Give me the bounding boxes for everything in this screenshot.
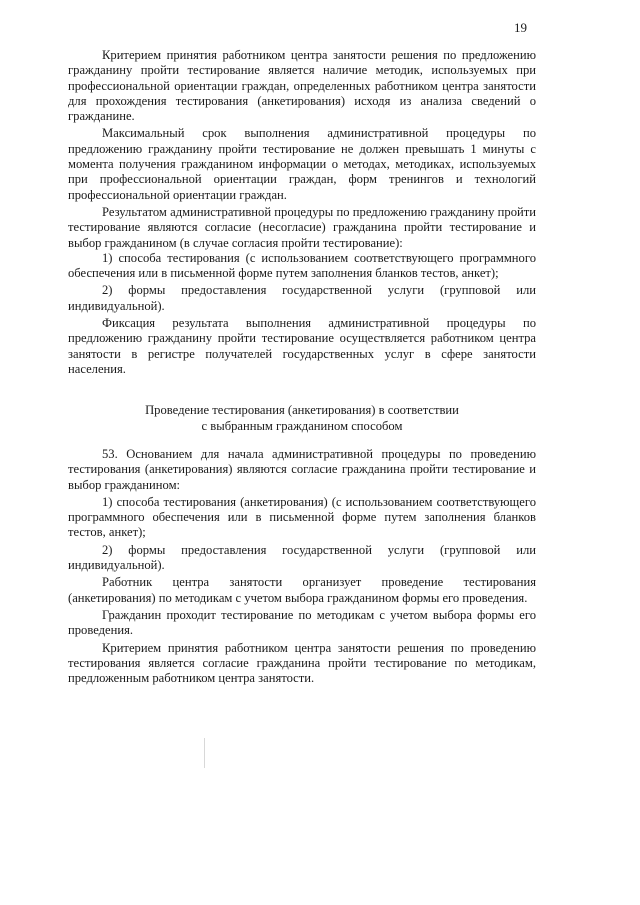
procedure-text-block-2 [68,447,536,686]
procedure-text-block-1 [68,48,536,377]
list-item-service-form: 2) формы предоставления государственной услуги (групповой или индивидуальной). [68,542,536,573]
paragraph-result-recording: Фиксация результата выполнения административной процедуры по предложению гражданину пройти тестирование осуществляется работником центра занятости в регистре получателей государственных услуг в сфере занятости населения. [68,316,536,376]
list-item-testing-method: 1) способа тестирования (с использованием соответствующего программного обеспечения или в письменной форме путем заполнения бланков тестов, анкет); [68,250,536,281]
section-heading [68,402,536,434]
list-item-service-form: 2) формы предоставления государственной услуги (групповой или индивидуальной). [68,283,536,313]
section-heading-line-2: с выбранным гражданином способом [201,419,403,433]
paragraph-max-duration: Максимальный срок выполнения административной процедуры по предложению гражданину пройти тестирование не должен превышать 1 минуты с момента получения гражданином информации о методах, методиках, используемых при профессиональной ориентации граждан, форм тренингов и технологий профессиональной ориентации граждан. [68,126,536,202]
section-heading-line-1: Проведение тестирования (анкетирования) в соответствии [145,403,459,417]
paragraph-criterion-offer: Критерием принятия работником центра занятости решения по предложению гражданину пройти тестирование является наличие методик, используемых при профессиональной ориентации граждан, определенных работником центра занятости для прохождения тестирования (анкетирования) исходя из анализа сведений о гражданине. [68,48,536,124]
paragraph-53-grounds: 53. Основанием для начала административной процедуры по проведению тестирования (анкетирования) являются согласие гражданина пройти тестирование и выбор гражданином: [68,447,536,492]
paragraph-citizen-takes-test: Гражданин проходит тестирование по методикам с учетом выбора формы его проведения. [68,607,536,638]
paragraph-organizes-testing: Работник центра занятости организует проведение тестирования (анкетирования) по методикам с учетом выбора гражданином формы его проведения. [68,575,536,605]
paragraph-result: Результатом административной процедуры по предложению гражданину пройти тестирование являются согласие (несогласие) гражданина пройти тестирование и выбор гражданином (в случае согласия пройти тестирование): [68,204,536,250]
paragraph-criterion-conducting: Критерием принятия работником центра занятости решения по проведению тестирования является согласие гражданина пройти тестирование по методикам, предложенным работником центра занятости. [68,640,536,686]
page-number: 19 [514,20,527,35]
scan-mark [204,738,205,768]
list-item-testing-method: 1) способа тестирования (анкетирования) (с использованием соответствующего программного обеспечения или в письменной форме путем заполнения бланков тестов, анкет); [68,494,536,540]
